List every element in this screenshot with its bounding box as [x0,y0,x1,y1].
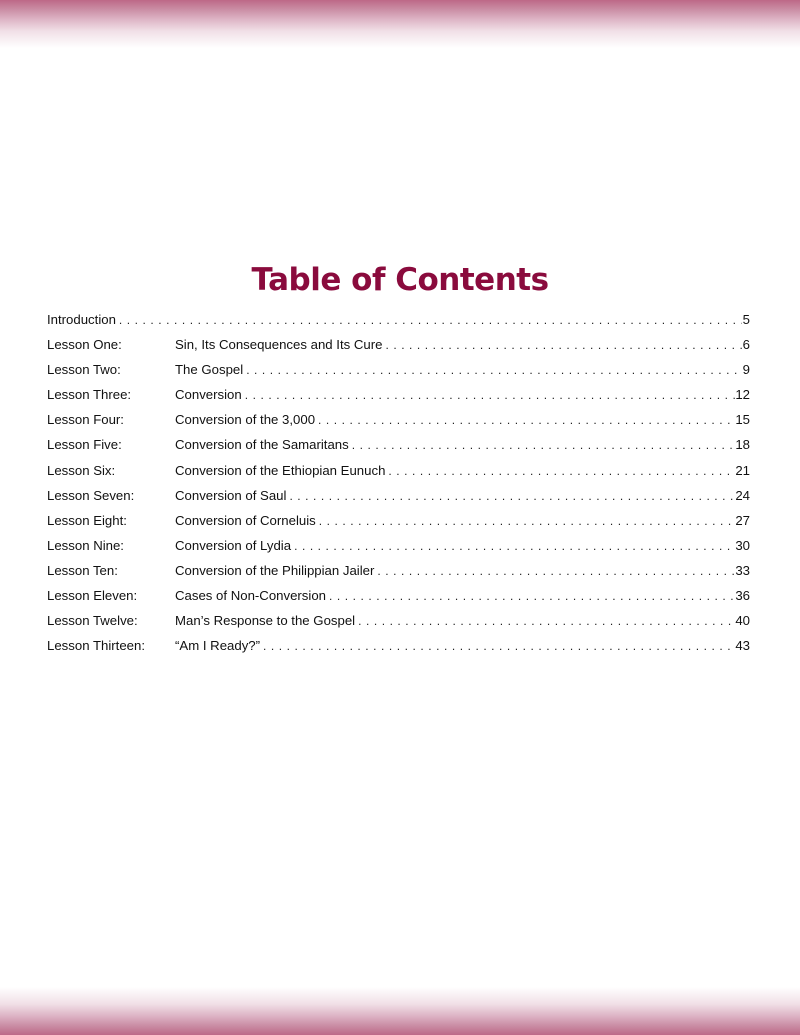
toc-entry-page: 6 [742,337,750,353]
toc-entry-page: 9 [742,362,750,378]
toc-entry-title: Sin, Its Consequences and Its Cure [175,337,383,353]
toc-entry-label: Lesson Twelve: [47,613,138,629]
toc-entry-lesson-five[interactable] [47,435,750,460]
toc-entry-label: Lesson Six: [47,462,116,478]
toc-entry-label: Lesson Eight: [47,512,127,528]
toc-entry-lesson-eleven[interactable] [47,586,750,611]
toc-entry-lesson-thirteen[interactable] [47,636,750,661]
dot-leader [245,385,736,405]
toc-entry-title: Conversion of the Philippian Jailer [175,562,375,578]
toc-entry-lesson-three[interactable] [47,385,750,410]
toc-entry-page: 43 [735,638,750,654]
toc-entry-label: Lesson Five: [47,437,122,453]
toc-entry-page: 12 [735,387,750,403]
toc-entry-title: Conversion of the Ethiopian Eunuch [175,462,386,478]
bottom-decorative-band [0,987,800,1035]
toc-entry-title: Introduction [47,312,116,327]
toc-entry-label: Lesson Three: [47,387,132,403]
top-decorative-band [0,0,800,48]
toc-list [47,310,750,661]
dot-leader [329,586,735,606]
toc-entry-page: 30 [735,537,750,553]
dot-leader [289,486,735,506]
toc-entry-lesson-seven[interactable] [47,486,750,511]
toc-entry-page: 15 [735,412,750,428]
toc-entry-label: Lesson Ten: [47,562,118,578]
toc-entry-page: 33 [735,562,750,578]
toc-entry-page: 36 [735,588,750,604]
toc-entry-page: 18 [735,437,750,453]
toc-entry-title: Conversion of Corneluis [175,512,316,528]
dot-leader [294,536,735,556]
toc-entry-lesson-four[interactable] [47,410,750,435]
toc-entry-title: Conversion [175,387,242,403]
dot-leader [358,611,735,631]
toc-entry-page: 21 [735,462,750,478]
toc-entry-label: Lesson One: [47,337,122,353]
toc-entry-title: Conversion of the 3,000 [175,412,316,428]
toc-entry-label: Lesson Nine: [47,537,124,553]
toc-entry-title: “Am I Ready?” [175,638,261,654]
toc-entry-page: 27 [735,512,750,528]
toc-entry-page: 24 [735,487,750,503]
toc-entry-introduction[interactable] [47,310,750,335]
toc-entry-page: 40 [735,613,750,629]
dot-leader [119,310,742,330]
toc-entry-title: Man’s Response to the Gospel [175,613,356,629]
toc-entry-title: Conversion of the Samaritans [175,437,349,453]
toc-entry-label: Lesson Two: [47,362,121,378]
dot-leader [352,435,736,455]
toc-entry-lesson-twelve[interactable] [47,611,750,636]
toc-entry-lesson-nine[interactable] [47,536,750,561]
dot-leader [263,636,735,656]
toc-entry-label: Lesson Seven: [47,487,135,503]
toc-entry-lesson-eight[interactable] [47,511,750,536]
dot-leader [319,511,736,531]
toc-entry-label: Lesson Four: [47,412,124,428]
dot-leader [385,335,742,355]
toc-entry-title: Cases of Non-Conversion [175,588,326,604]
toc-entry-lesson-six[interactable] [47,461,750,486]
dot-leader [318,410,735,430]
toc-entry-title: Conversion of Lydia [175,537,292,553]
toc-entry-page: 5 [742,312,750,327]
dot-leader [246,360,742,380]
page-title: Table of Contents [251,262,549,298]
dot-leader [388,461,735,481]
toc-entry-lesson-two[interactable] [47,360,750,385]
dot-leader [377,561,735,581]
toc-entry-title: The Gospel [175,362,244,378]
toc-entry-label: Lesson Eleven: [47,588,138,604]
toc-entry-lesson-one[interactable] [47,335,750,360]
toc-entry-lesson-ten[interactable] [47,561,750,586]
toc-entry-title: Conversion of Saul [175,487,287,503]
toc-entry-label: Lesson Thirteen: [47,638,145,654]
